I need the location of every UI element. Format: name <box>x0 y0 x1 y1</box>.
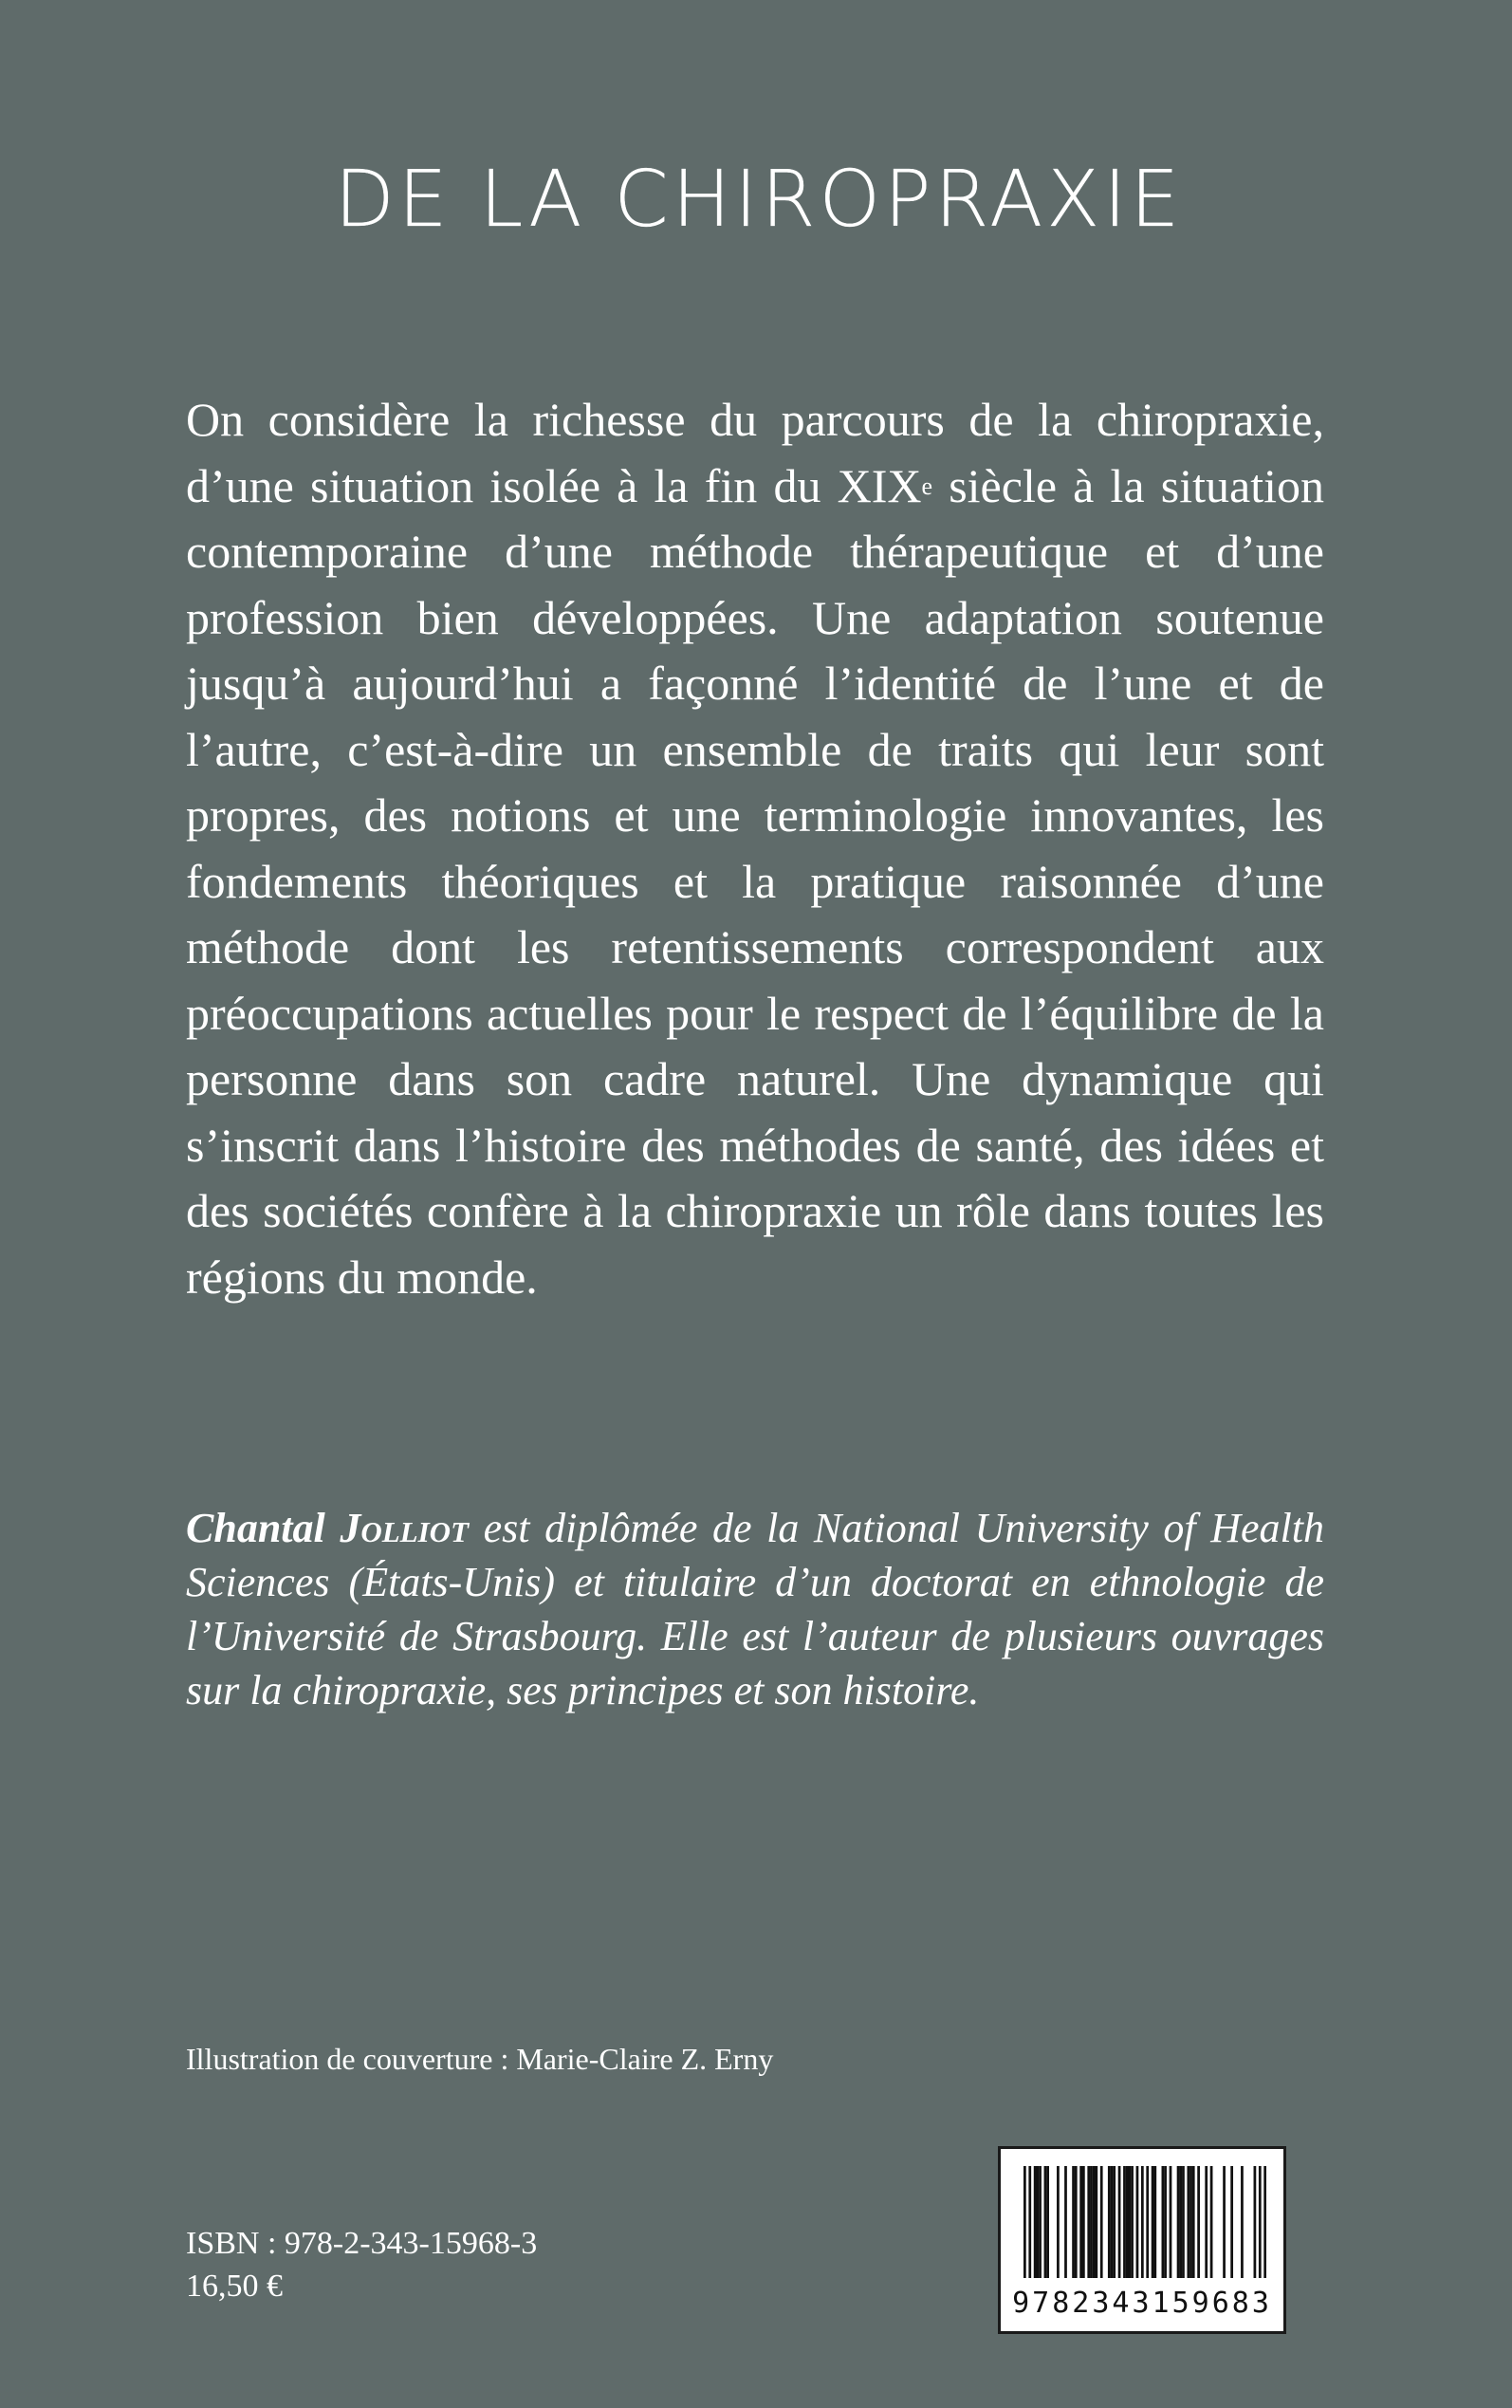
author-name <box>186 1505 469 1551</box>
barcode-bar <box>1118 2166 1121 2278</box>
barcode-bar <box>1036 2166 1039 2278</box>
barcode-bar <box>1087 2166 1090 2278</box>
barcode-bar <box>1064 2166 1067 2278</box>
barcode-bar <box>1034 2166 1037 2278</box>
barcode-bar <box>1263 2166 1266 2278</box>
barcode-bar <box>1046 2166 1049 2278</box>
barcode-bar <box>1205 2166 1208 2278</box>
barcode-bar <box>1044 2166 1047 2278</box>
barcode-bar <box>1152 2166 1154 2278</box>
barcode <box>998 2146 1286 2334</box>
barcode-bar <box>1131 2166 1134 2278</box>
barcode-bar <box>1082 2166 1085 2278</box>
book-price: 16,50 € <box>186 2269 283 2304</box>
barcode-bar <box>1028 2166 1031 2278</box>
barcode-bar <box>1170 2166 1172 2278</box>
barcode-bar <box>1093 2166 1096 2278</box>
book-description <box>186 387 1324 1310</box>
barcode-bar <box>1182 2166 1185 2278</box>
barcode-bar <box>1111 2166 1114 2278</box>
barcode-bar <box>1146 2166 1149 2278</box>
illustration-credit: Illustration de couverture : Marie-Claire Z. Erny <box>186 2042 774 2076</box>
barcode-bar <box>1259 2166 1262 2278</box>
description-text-part2: siècle à la situation contemporaine d’une méthode thérapeutique et d’une profession bien développées. Une adaptation soutenue jusqu’à aujourd’hui a façonné l’identité de l’une et de l’autre, c’est-à-dire un ensemble de traits qui leur sont propres, des notions et une terminologie innovantes, les fondements théoriques et la pratique raisonnée d’une méthode dont les retentissements correspondent aux préoccupations actuelles pour le respect de l’équilibre de la personne dans son cadre naturel. Une dynamique qui s’inscrit dans l’histoire des méthodes de santé, des idées et des sociétés confère à la chiropraxie un rôle dans toutes les régions du monde. <box>186 458 1325 1304</box>
barcode-bar <box>1223 2166 1226 2278</box>
description-text-part1: On considère la richesse du parcours de la chiropraxie, d’une situation isolée à la fin du XIX <box>186 393 1324 512</box>
author-bio <box>186 1501 1324 1717</box>
barcode-digits: 9782343159683 <box>1012 2287 1272 2320</box>
barcode-bar <box>1177 2166 1180 2278</box>
barcode-bar <box>1075 2166 1078 2278</box>
barcode-bar <box>1241 2166 1244 2278</box>
book-title: DE LA CHIROPRAXIE <box>334 155 1184 245</box>
barcode-bar <box>1179 2166 1182 2278</box>
barcode-bar <box>1197 2166 1200 2278</box>
barcode-bar <box>1039 2166 1042 2278</box>
barcode-bar <box>1126 2166 1129 2278</box>
barcode-bar <box>1079 2166 1082 2278</box>
barcode-bar <box>1128 2166 1131 2278</box>
barcode-bar <box>1095 2166 1097 2278</box>
barcode-bar <box>1072 2166 1075 2278</box>
barcode-bar <box>1189 2166 1192 2278</box>
barcode-bar <box>1210 2166 1213 2278</box>
barcode-bar <box>1187 2166 1189 2278</box>
barcode-bar <box>1192 2166 1195 2278</box>
barcode-bar <box>1153 2166 1156 2278</box>
barcode-bar <box>1254 2166 1257 2278</box>
description-superscript: e <box>921 472 933 500</box>
barcode-bar <box>1108 2166 1111 2278</box>
barcode-bar <box>1164 2166 1167 2278</box>
barcode-bar <box>1141 2166 1144 2278</box>
isbn-number: ISBN : 978-2-343-15968-3 <box>186 2226 538 2261</box>
author-bio-text: est diplômée de la National University of Health Sciences (États-Unis) et titulaire d’un doctorat en ethnologie de l’Université de Strasbourg. Elle est l’auteur de plusieurs ouvrages sur la chiropraxie, ses principes et son histoire. <box>186 1505 1325 1713</box>
barcode-bar <box>1023 2166 1026 2278</box>
barcode-bars <box>1023 2166 1266 2278</box>
barcode-bar <box>1100 2166 1103 2278</box>
author-first-name: Chantal <box>186 1505 325 1551</box>
barcode-bar <box>1162 2166 1165 2278</box>
barcode-bar <box>1230 2166 1233 2278</box>
barcode-bar <box>1113 2166 1116 2278</box>
author-last-name: Jolliot <box>340 1505 470 1551</box>
barcode-bar <box>1136 2166 1139 2278</box>
barcode-bar <box>1090 2166 1093 2278</box>
barcode-bar <box>1057 2166 1060 2278</box>
barcode-bar <box>1123 2166 1126 2278</box>
